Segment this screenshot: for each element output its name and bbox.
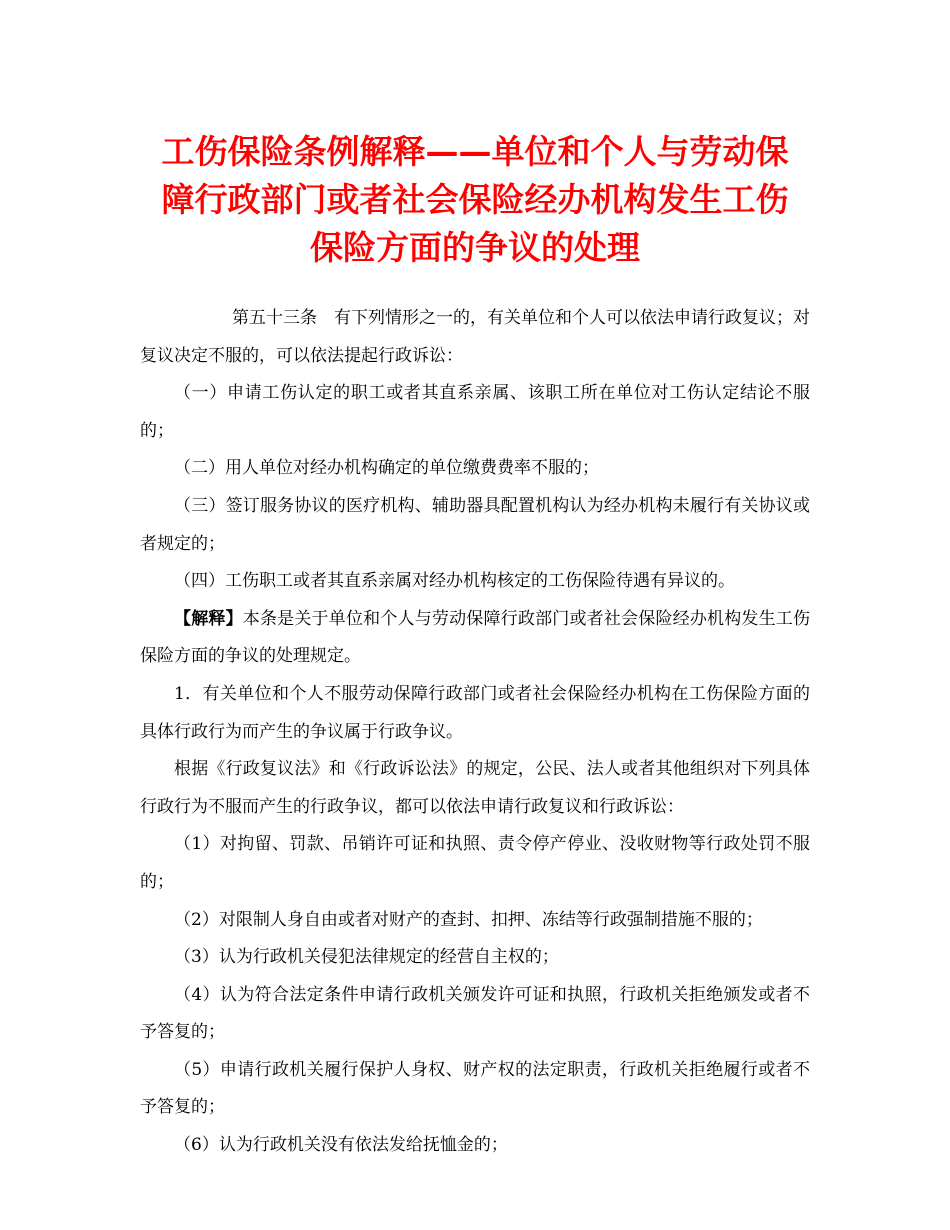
explanation-text: 本条是关于单位和个人与劳动保障行政部门或者社会保险经办机构发生工伤保险方面的争议的处理规定。	[140, 608, 811, 667]
item-4-paragraph: （4）认为符合法定条件申请行政机关颁发许可证和执照，行政机关拒绝颁发或者不予答复的；	[140, 984, 810, 1043]
title-line: 障行政部门或者社会保险经办机构发生工伤	[161, 180, 789, 219]
clause-2-paragraph: （二）用人单位对经办机构确定的单位缴费费率不服的；	[174, 458, 599, 479]
law-basis-paragraph: 根据《行政复议法》和《行政诉讼法》的规定，公民、法人或者其他组织对下列具体行政行为不服而产生的行政争议，都可以依法申请行政复议和行政诉讼：	[140, 759, 810, 817]
section-1-paragraph: 1．有关单位和个人不服劳动保障行政部门或者社会保险经办机构在工伤保险方面的具体行政行为而产生的争议属于行政争议。	[140, 683, 810, 742]
item-5-paragraph: （5）申请行政机关履行保护人身权、财产权的法定职责，行政机关拒绝履行或者不予答复的；	[140, 1059, 810, 1118]
item-1-paragraph: （1）对拘留、罚款、吊销许可证和执照、责令停产停业、没收财物等行政处罚不服的；	[140, 834, 810, 892]
clause-4-paragraph: （四）工伤职工或者其直系亲属对经办机构核定的工伤保险待遇有异议的。	[174, 571, 735, 592]
document-body	[140, 300, 810, 1165]
explanation-paragraph	[140, 601, 810, 676]
title-line: 工伤保险条例解释——单位和个人与劳动保	[161, 132, 789, 171]
explanation-label: 【解释】	[174, 608, 243, 629]
clause-3-paragraph: （三）签订服务协议的医疗机构、辅助器具配置机构认为经办机构未履行有关协议或者规定的；	[140, 495, 810, 554]
title-line: 保险方面的争议的处理	[310, 228, 640, 267]
article-53-paragraph: 第五十三条 有下列情形之一的，有关单位和个人可以依法申请行政复议；对复议决定不服的，可以依法提起行政诉讼：	[140, 308, 810, 366]
item-3-paragraph: （3）认为行政机关侵犯法律规定的经营自主权的；	[174, 947, 559, 968]
document-title	[130, 128, 820, 272]
item-2-paragraph: （2）对限制人身自由或者对财产的查封、扣押、冻结等行政强制措施不服的；	[174, 909, 763, 930]
clause-1-paragraph: （一）申请工伤认定的职工或者其直系亲属、该职工所在单位对工伤认定结论不服的；	[140, 383, 810, 441]
item-6-paragraph: （6）认为行政机关没有依法发给抚恤金的；	[174, 1135, 508, 1156]
